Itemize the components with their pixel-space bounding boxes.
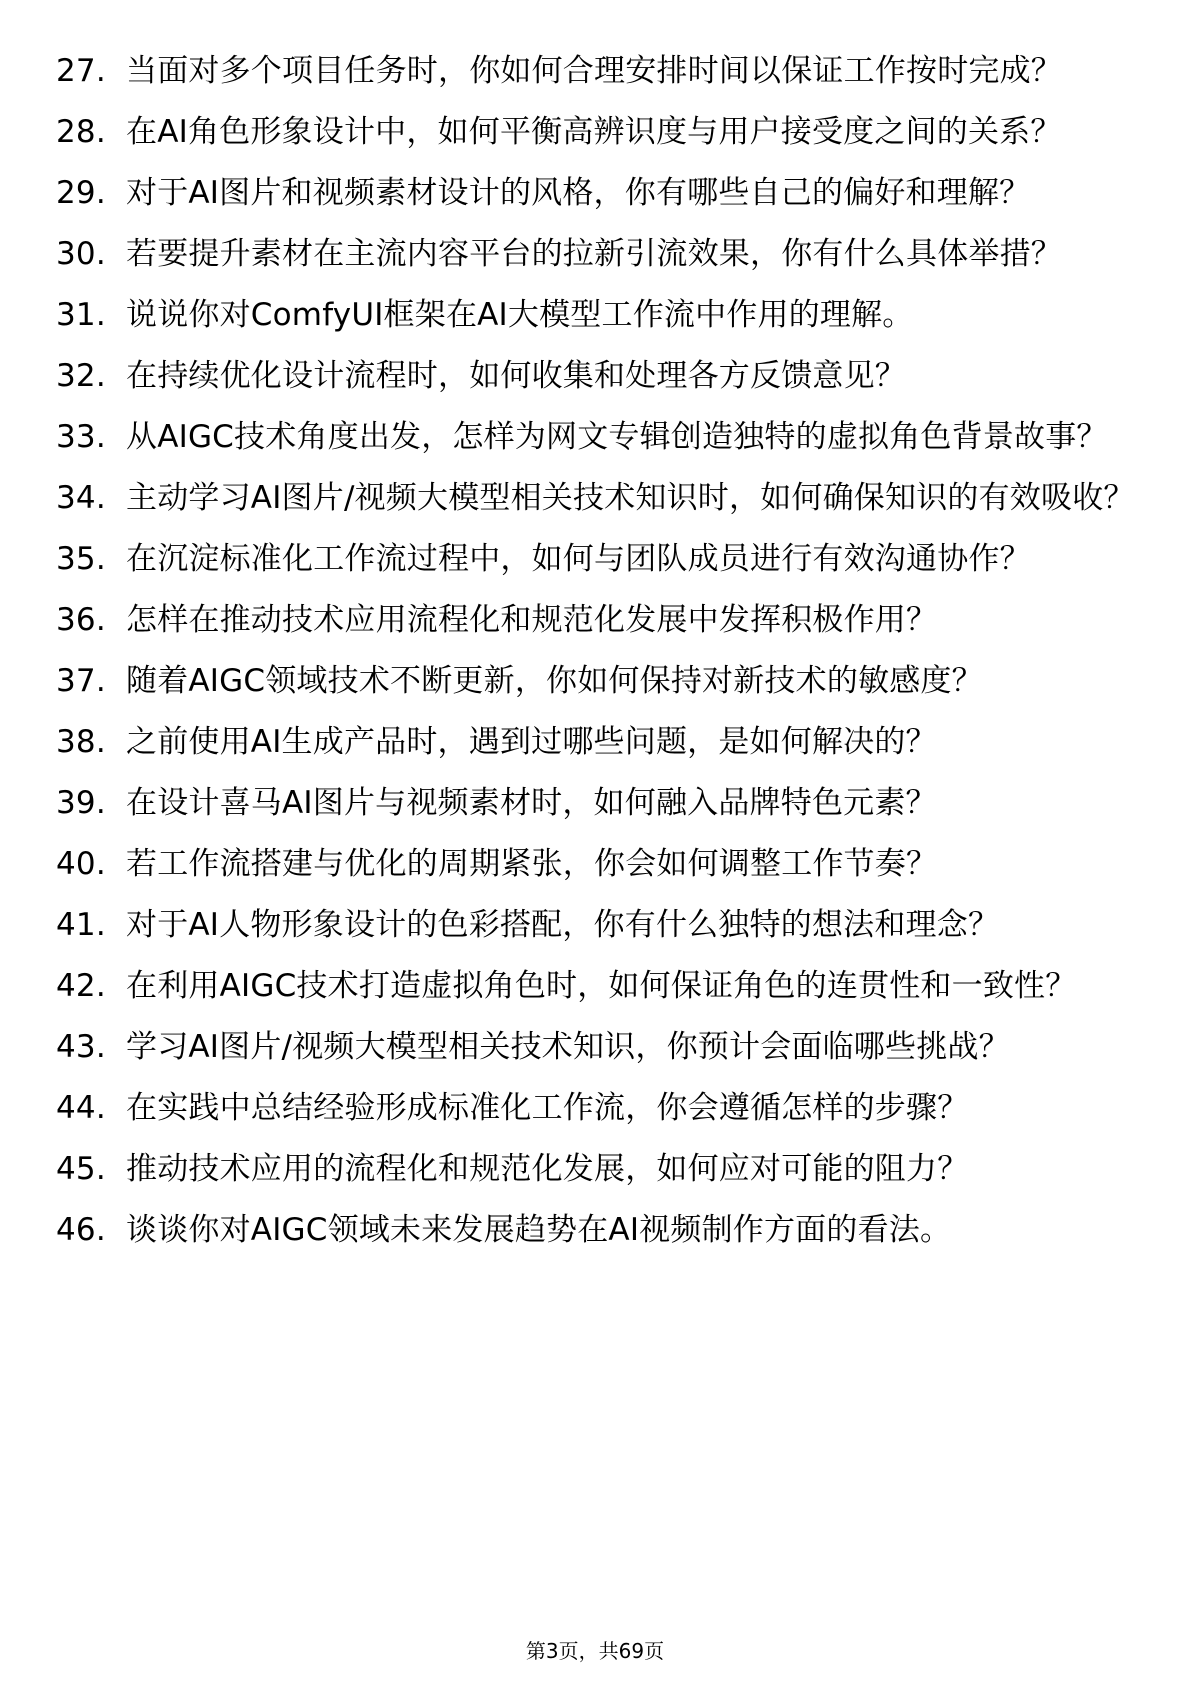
question-text: 从AIGC技术角度出发，怎样为网文专辑创造独特的虚拟角色背景故事？ [126, 419, 1108, 455]
question-number: 33. [56, 419, 106, 455]
question-number: 40. [56, 846, 106, 882]
question-item [56, 172, 1136, 214]
question-item [56, 904, 1136, 946]
question-item [56, 965, 1136, 1007]
question-item [56, 1026, 1136, 1068]
question-item [56, 111, 1136, 153]
question-item [56, 721, 1136, 763]
question-text: 在AI角色形象设计中，如何平衡高辨识度与用户接受度之间的关系？ [126, 114, 1062, 150]
question-item [56, 1209, 1136, 1251]
question-text: 怎样在推动技术应用流程化和规范化发展中发挥积极作用？ [126, 602, 938, 638]
question-item [56, 843, 1136, 885]
question-number: 44. [56, 1090, 106, 1126]
question-number: 28. [56, 114, 106, 150]
question-item [56, 782, 1136, 824]
question-text: 在持续优化设计流程时，如何收集和处理各方反馈意见？ [126, 358, 906, 394]
question-text: 若工作流搭建与优化的周期紧张，你会如何调整工作节奏？ [126, 846, 938, 882]
question-number: 39. [56, 785, 106, 821]
question-number: 46. [56, 1212, 106, 1248]
question-item [56, 416, 1136, 458]
page-footer [0, 1637, 1190, 1665]
question-number: 31. [56, 297, 106, 333]
question-text: 若要提升素材在主流内容平台的拉新引流效果，你有什么具体举措？ [126, 236, 1062, 272]
question-number: 30. [56, 236, 106, 272]
question-text: 在利用AIGC技术打造虚拟角色时，如何保证角色的连贯性和一致性？ [126, 968, 1077, 1004]
page-number-label: 第3页，共69页 [525, 1639, 665, 1663]
question-item [56, 1148, 1136, 1190]
question-text: 随着AIGC领域技术不断更新，你如何保持对新技术的敏感度？ [126, 663, 983, 699]
question-number: 42. [56, 968, 106, 1004]
question-text: 在沉淀标准化工作流过程中，如何与团队成员进行有效沟通协作？ [126, 541, 1031, 577]
question-number: 29. [56, 175, 106, 211]
question-text: 推动技术应用的流程化和规范化发展，如何应对可能的阻力？ [126, 1151, 969, 1187]
question-item [56, 660, 1136, 702]
question-text: 学习AI图片/视频大模型相关技术知识，你预计会面临哪些挑战？ [126, 1029, 1010, 1065]
question-number: 32. [56, 358, 106, 394]
question-item [56, 538, 1136, 580]
question-text: 之前使用AI生成产品时，遇到过哪些问题，是如何解决的？ [126, 724, 937, 760]
question-number: 34. [56, 480, 106, 516]
question-number: 43. [56, 1029, 106, 1065]
question-text: 当面对多个项目任务时，你如何合理安排时间以保证工作按时完成？ [126, 53, 1062, 89]
question-item [56, 477, 1136, 519]
question-list [56, 50, 1136, 1270]
question-item [56, 1087, 1136, 1129]
question-text: 在实践中总结经验形成标准化工作流，你会遵循怎样的步骤？ [126, 1090, 969, 1126]
question-number: 35. [56, 541, 106, 577]
question-item [56, 599, 1136, 641]
question-item [56, 355, 1136, 397]
question-item [56, 294, 1136, 336]
question-item [56, 50, 1136, 92]
question-number: 45. [56, 1151, 106, 1187]
question-number: 27. [56, 53, 106, 89]
question-text: 对于AI人物形象设计的色彩搭配，你有什么独特的想法和理念？ [126, 907, 1000, 943]
question-item [56, 233, 1136, 275]
question-text: 对于AI图片和视频素材设计的风格，你有哪些自己的偏好和理解？ [126, 175, 1031, 211]
question-number: 38. [56, 724, 106, 760]
question-number: 41. [56, 907, 106, 943]
question-text: 主动学习AI图片/视频大模型相关技术知识时，如何确保知识的有效吸收？ [126, 480, 1135, 516]
question-text: 在设计喜马AI图片与视频素材时，如何融入品牌特色元素？ [126, 785, 937, 821]
question-text: 谈谈你对AIGC领域未来发展趋势在AI视频制作方面的看法。 [126, 1212, 952, 1248]
question-number: 36. [56, 602, 106, 638]
question-number: 37. [56, 663, 106, 699]
question-text: 说说你对ComfyUI框架在AI大模型工作流中作用的理解。 [126, 297, 914, 333]
